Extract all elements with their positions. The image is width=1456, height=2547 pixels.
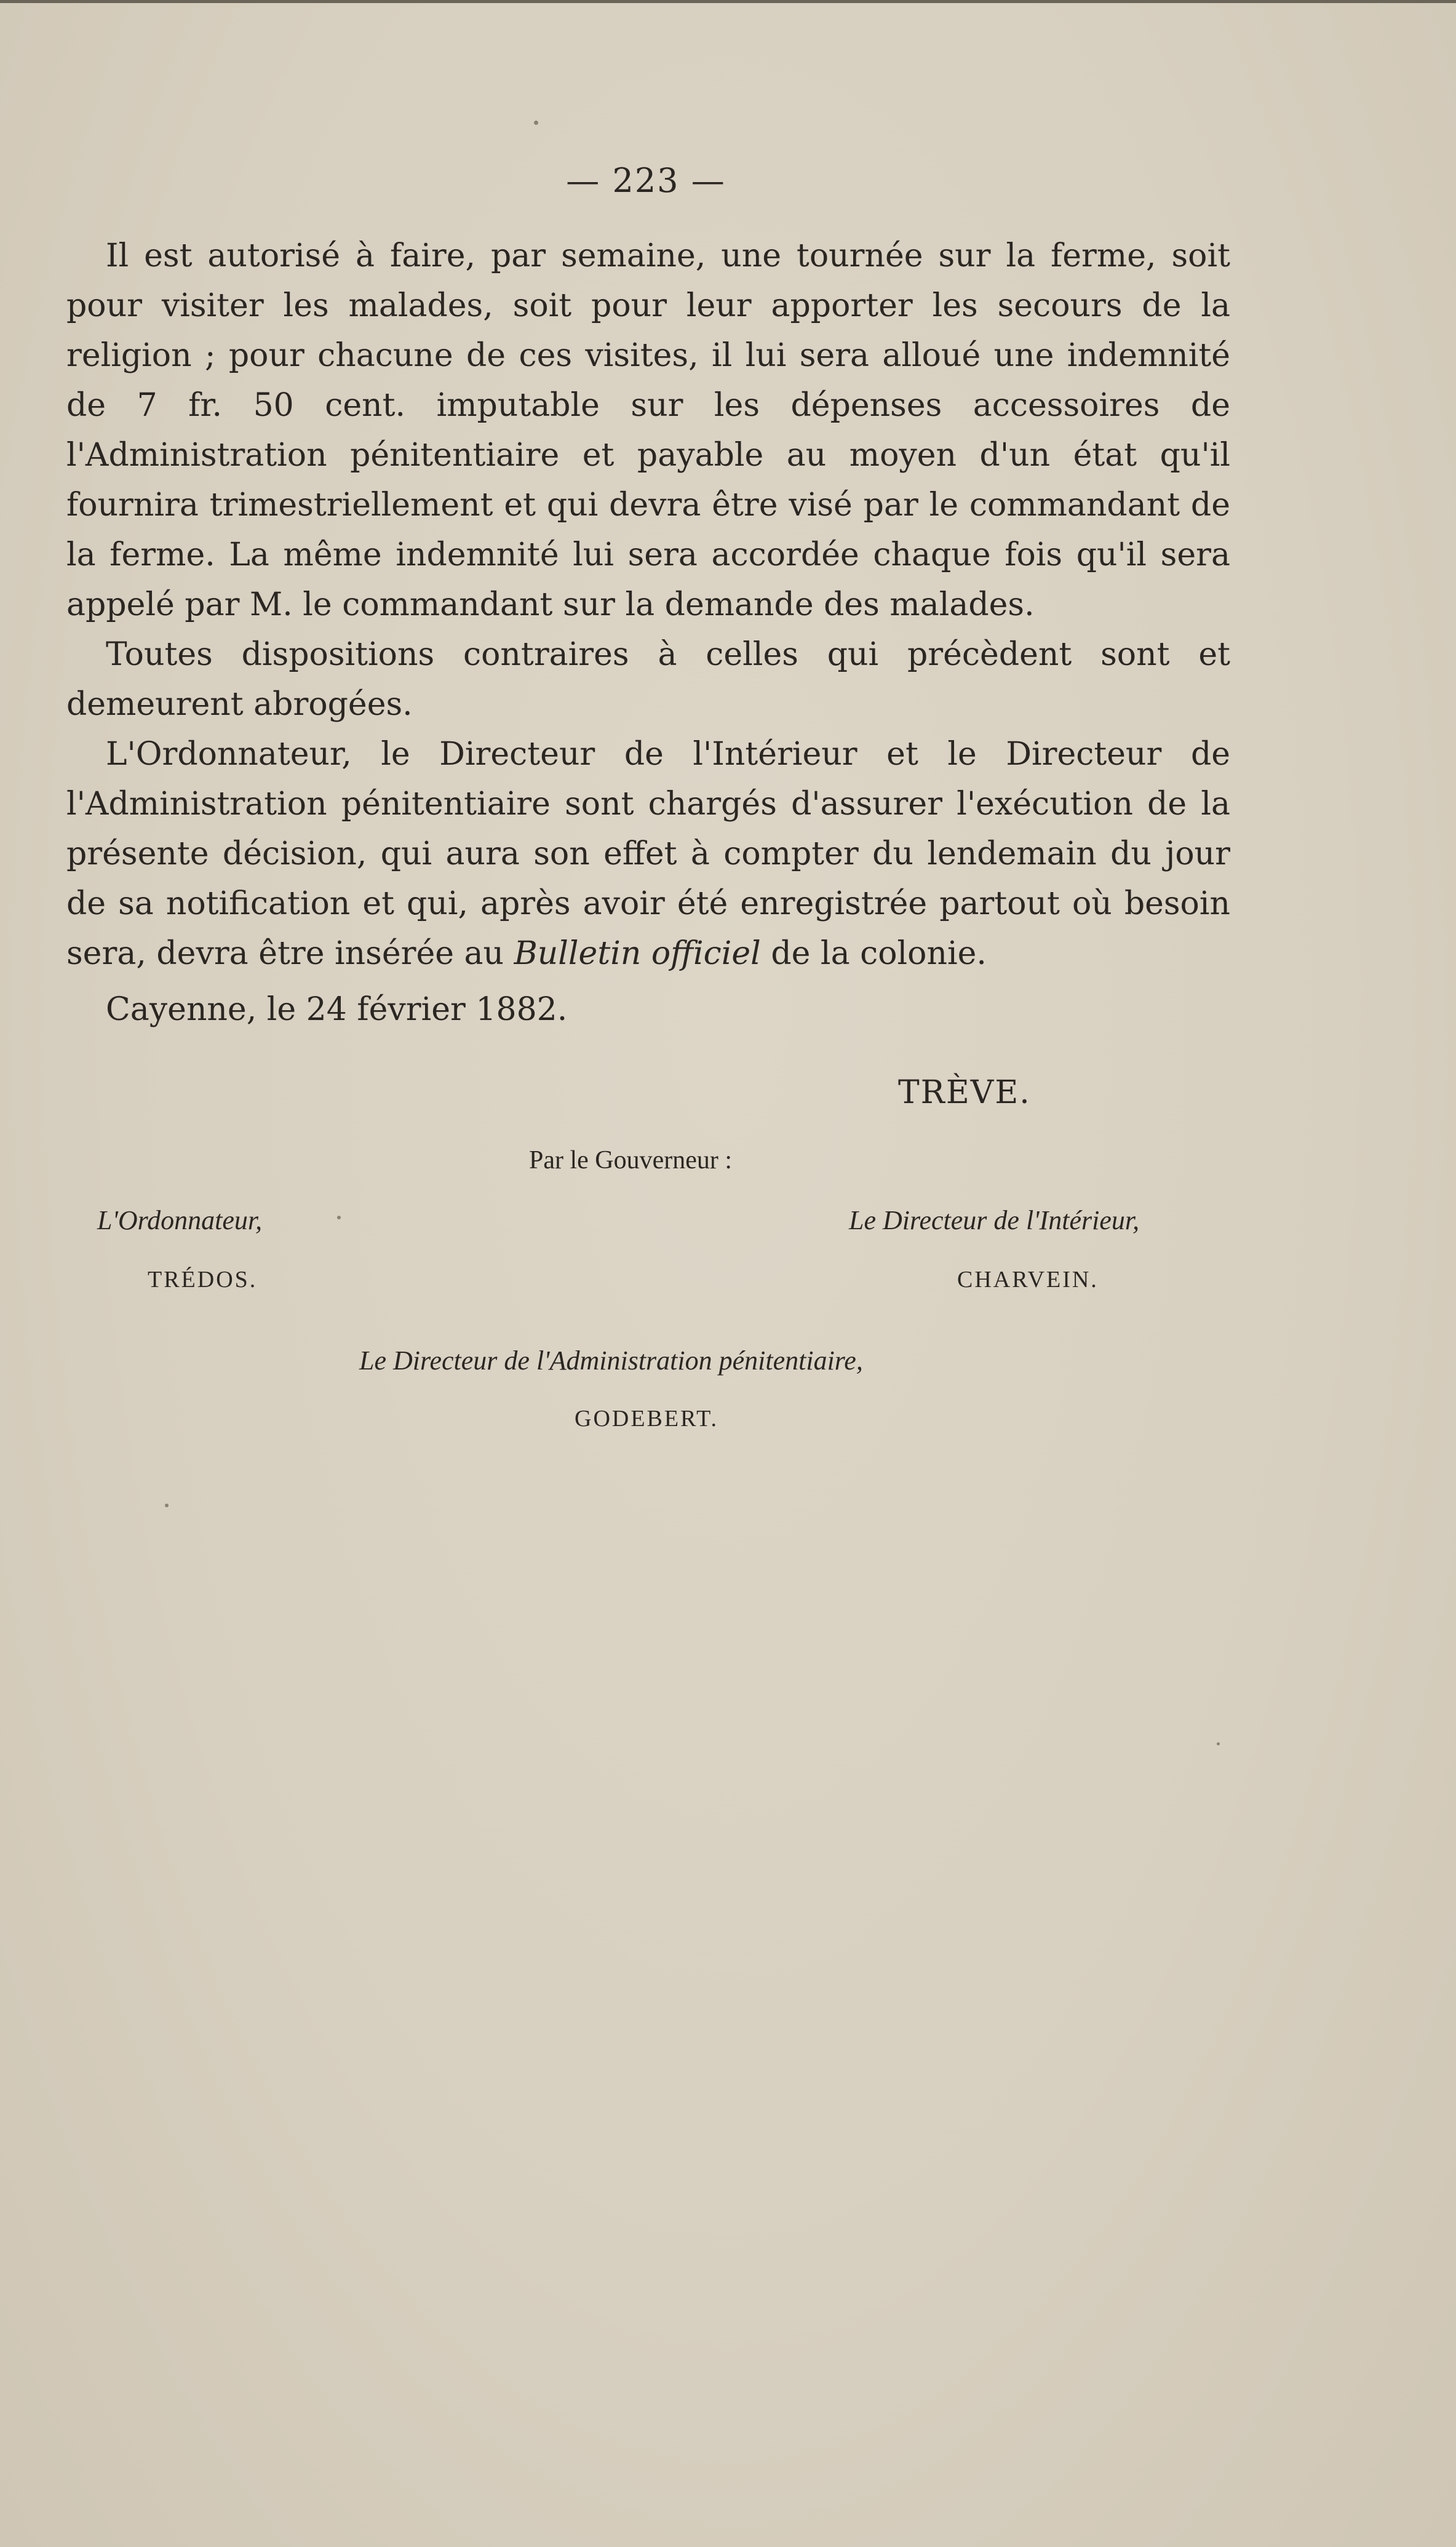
paragraph-execution-end: de la colonie. bbox=[760, 935, 987, 972]
body-text bbox=[66, 231, 1230, 1035]
paragraph-abrogation: Toutes dispositions contraires à celles qui précèdent sont et demeurent abrogées. bbox=[66, 636, 1230, 723]
paragraph-execution-text: L'Ordonnateur, le Directeur de l'Intérieur et le Directeur de l'Administration pénitentiaire sont chargés d'assurer l'exécution de la présente décision, qui aura son effet à compter du lendemain du jour de sa notification et qui, après avoir été enregistrée partout où besoin sera, devra être insérée au bbox=[66, 736, 1230, 972]
governor-signature: TRÈVE. bbox=[898, 1074, 1031, 1111]
paper-speck bbox=[534, 121, 538, 125]
bulletin-officiel: Bulletin officiel bbox=[514, 935, 761, 972]
directeur-interieur-name: CHARVEIN. bbox=[957, 1267, 1099, 1293]
paper-speck bbox=[1217, 1742, 1220, 1745]
page-number: — 223 — bbox=[566, 161, 726, 200]
paragraph-authorization: Il est autorisé à faire, par semaine, une tournée sur la ferme, soit pour visiter les malades, soit pour leur apporter les secours de la religion ; pour chacune de ces visites, il lui sera alloué une indemnité de 7 fr. 50 cent. imputable sur les dépenses accessoires de l'Administration pénitentiaire et payable au moyen d'un état qu'il fournira trimestriellement et qui devra être visé par le commandant de la ferme. La même indemnité lui sera accordée chaque fois qu'il sera appelé par M. le commandant sur la demande des malades. bbox=[66, 237, 1230, 623]
ordonnateur-title: L'Ordonnateur, bbox=[97, 1205, 263, 1235]
paragraph-execution bbox=[66, 730, 1230, 979]
ordonnateur-name: TRÉDOS. bbox=[148, 1267, 258, 1293]
date-line: Cayenne, le 24 février 1882. bbox=[106, 991, 568, 1028]
top-border bbox=[0, 0, 1456, 3]
directeur-interieur-title: Le Directeur de l'Intérieur, bbox=[849, 1205, 1140, 1235]
paper-speck bbox=[337, 1216, 341, 1219]
par-le-gouverneur: Par le Gouverneur : bbox=[529, 1146, 733, 1174]
directeur-administration-name: GODEBERT. bbox=[575, 1406, 719, 1432]
paper-speck bbox=[165, 1504, 169, 1507]
directeur-administration-title: Le Directeur de l'Administration pénitentiaire, bbox=[359, 1345, 863, 1376]
